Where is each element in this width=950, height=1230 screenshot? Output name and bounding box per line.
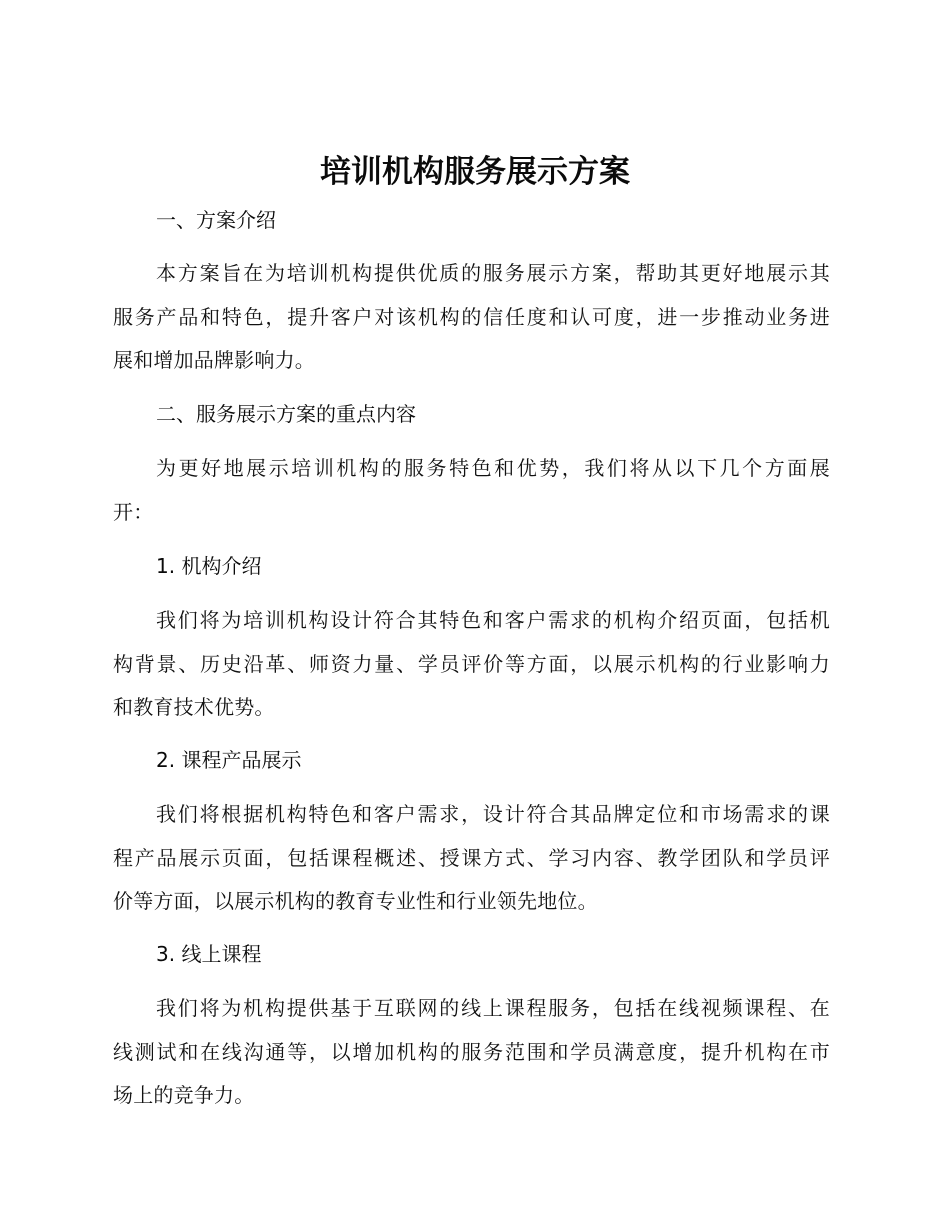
section-heading-intro: 一、方案介绍	[156, 208, 276, 232]
section-heading-online-courses: 3. 线上课程	[156, 942, 262, 966]
paragraph-line: 我们将为机构提供基于互联网的线上课程服务，包括在线视频课程、在	[156, 996, 830, 1020]
paragraph-line: 构背景、历史沿革、师资力量、学员评价等方面，以展示机构的行业影响力	[113, 651, 830, 676]
paragraph-line: 线测试和在线沟通等，以增加机构的服务范围和学员满意度，提升机构在市	[113, 1039, 830, 1064]
section-paragraph-intro	[113, 252, 830, 383]
section-paragraph-key-content	[113, 447, 830, 534]
section-heading-org-intro: 1. 机构介绍	[156, 554, 262, 578]
paragraph-line: 和教育技术优势。	[113, 695, 275, 719]
section-paragraph-online-courses	[113, 987, 830, 1118]
section-paragraph-org-intro	[113, 599, 830, 730]
section-heading-key-content: 二、服务展示方案的重点内容	[156, 402, 416, 426]
section-heading-course-products: 2. 课程产品展示	[156, 748, 302, 772]
paragraph-line: 为更好地展示培训机构的服务特色和优势，我们将从以下几个方面展	[156, 456, 830, 480]
paragraph-line: 我们将根据机构特色和客户需求，设计符合其品牌定位和市场需求的课	[156, 802, 830, 826]
section-paragraph-course-products	[113, 793, 830, 924]
paragraph-line: 场上的竞争力。	[113, 1083, 255, 1107]
paragraph-line: 程产品展示页面，包括课程概述、授课方式、学习内容、教学团队和学员评	[113, 845, 830, 870]
paragraph-line: 服务产品和特色，提升客户对该机构的信任度和认可度，进一步推动业务进	[113, 304, 830, 329]
paragraph-line: 我们将为培训机构设计符合其特色和客户需求的机构介绍页面，包括机	[156, 608, 830, 632]
paragraph-line: 本方案旨在为培训机构提供优质的服务展示方案，帮助其更好地展示其	[156, 261, 830, 285]
paragraph-line: 展和增加品牌影响力。	[113, 348, 315, 372]
paragraph-line: 价等方面，以展示机构的教育专业性和行业领先地位。	[113, 889, 598, 913]
document-title: 培训机构服务展示方案	[320, 154, 630, 190]
paragraph-line: 开：	[113, 499, 154, 524]
